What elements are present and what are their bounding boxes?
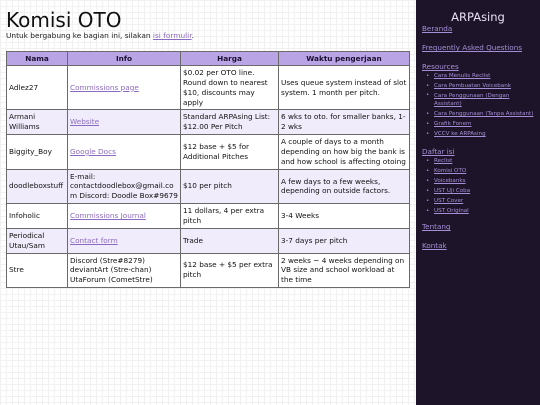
header-info: Info bbox=[68, 52, 181, 66]
daftar-item bbox=[426, 156, 536, 166]
table-row bbox=[7, 253, 410, 288]
nav-tentang[interactable]: Tentang bbox=[422, 222, 451, 231]
daftar-item bbox=[426, 206, 536, 216]
resource-link[interactable]: Cara Menulis Reclist bbox=[434, 73, 491, 79]
resources-list bbox=[426, 71, 536, 139]
cell-price: Standard ARPAsing List: $12.00 Per Pitch bbox=[181, 110, 279, 135]
cell-time: Uses queue system instead of slot system. 1 month per pitch. bbox=[279, 66, 410, 110]
resource-item bbox=[426, 109, 536, 119]
daftar-item bbox=[426, 186, 536, 196]
daftar-link[interactable]: Voicebanks bbox=[434, 178, 466, 184]
commissions-table bbox=[6, 51, 410, 288]
cell-info: Discord (Stre#8279) deviantArt (Stre-chan) UtaForum (CometStre) bbox=[68, 253, 181, 288]
info-link[interactable]: Website bbox=[70, 117, 100, 127]
cell-info bbox=[68, 228, 181, 253]
cell-price: $12 base + $5 for Additional Pitches bbox=[181, 135, 279, 170]
site-title: ARPAsing bbox=[451, 10, 505, 24]
cell-name: Periodical Utau/Sam bbox=[7, 228, 68, 253]
cell-price: $0.02 per OTO line. Round down to nearest $10, discounts may apply bbox=[181, 66, 279, 110]
cell-info bbox=[68, 204, 181, 229]
intro-label: Untuk bergabung ke bagian ini, silakan bbox=[6, 31, 153, 40]
cell-time: A few days to a few weeks, depending on outside factors. bbox=[279, 169, 410, 204]
cell-price: Trade bbox=[181, 228, 279, 253]
cell-name: Infoholic bbox=[7, 204, 68, 229]
cell-name: Biggity_Boy bbox=[7, 135, 68, 170]
resource-item bbox=[426, 91, 536, 109]
cell-name: Armani Williams bbox=[7, 110, 68, 135]
cell-time: 3-4 Weeks bbox=[279, 204, 410, 229]
cell-info bbox=[68, 66, 181, 110]
nav-daftar-isi[interactable]: Daftar isi bbox=[422, 147, 455, 156]
table-row bbox=[7, 228, 410, 253]
daftar-link[interactable]: UST Cover bbox=[434, 198, 464, 204]
table-row bbox=[7, 110, 410, 135]
cell-time: A couple of days to a month depending on how big the bank is and how school is affecting otoing bbox=[279, 135, 410, 170]
resource-link[interactable]: Grafik Fonem bbox=[434, 121, 472, 127]
nav-faq[interactable]: Frequently Asked Questions bbox=[422, 43, 523, 52]
daftar-link[interactable]: Reclist bbox=[434, 158, 453, 164]
intro-text bbox=[6, 31, 194, 40]
table-header-row bbox=[7, 52, 410, 66]
resource-link[interactable]: Cara Penggunaan (Tanpa Assistant) bbox=[434, 111, 534, 117]
cell-price: $12 base + $5 per extra pitch bbox=[181, 253, 279, 288]
cell-info bbox=[68, 110, 181, 135]
header-waktu: Waktu pengerjaan bbox=[279, 52, 410, 66]
resource-item bbox=[426, 129, 536, 139]
sidebar bbox=[416, 0, 540, 405]
cell-time: 3-7 days per pitch bbox=[279, 228, 410, 253]
nav-kontak[interactable]: Kontak bbox=[422, 241, 447, 250]
table-row bbox=[7, 204, 410, 229]
info-link[interactable]: Contact form bbox=[70, 235, 118, 245]
cell-name: Adlez27 bbox=[7, 66, 68, 110]
cell-price: $10 per pitch bbox=[181, 169, 279, 204]
cell-time: 2 weeks ~ 4 weeks depending on VB size and school workload at the time bbox=[279, 253, 410, 288]
table-row bbox=[7, 135, 410, 170]
daftar-link[interactable]: UST Uji Coba bbox=[434, 188, 471, 194]
nav-beranda[interactable]: Beranda bbox=[422, 24, 453, 33]
cell-info: E-mail: contactdoodlebox@gmail.com Discord: Doodle Box#9679 bbox=[68, 169, 181, 204]
daftar-item bbox=[426, 166, 536, 176]
daftar-item bbox=[426, 196, 536, 206]
info-link[interactable]: Commissions Journal bbox=[70, 211, 146, 221]
nav-resources[interactable]: Resources bbox=[422, 62, 459, 71]
daftar-link[interactable]: UST Original bbox=[434, 208, 469, 214]
form-link[interactable]: isi formulir bbox=[152, 31, 192, 40]
resource-link[interactable]: Cara Pembuatan Voicebank bbox=[434, 83, 512, 89]
cell-name: Stre bbox=[7, 253, 68, 288]
table-row bbox=[7, 169, 410, 204]
cell-info bbox=[68, 135, 181, 170]
cell-name: doodleboxstuff bbox=[7, 169, 68, 204]
daftar-isi-list bbox=[426, 156, 536, 216]
info-link[interactable]: Google Docs bbox=[70, 146, 116, 156]
daftar-link[interactable]: Komisi OTO bbox=[434, 168, 467, 174]
page-title: Komisi OTO bbox=[6, 8, 122, 32]
resource-item bbox=[426, 71, 536, 81]
resource-item bbox=[426, 81, 536, 91]
resource-link[interactable]: VCCV ke ARPAsing bbox=[434, 131, 486, 137]
header-nama: Nama bbox=[7, 52, 68, 66]
cell-time: 6 wks to oto. for smaller banks, 1-2 wks bbox=[279, 110, 410, 135]
cell-price: 11 dollars, 4 per extra pitch bbox=[181, 204, 279, 229]
resource-item bbox=[426, 119, 536, 129]
table-row bbox=[7, 66, 410, 110]
header-harga: Harga bbox=[181, 52, 279, 66]
info-link[interactable]: Commissions page bbox=[70, 82, 139, 92]
resource-link[interactable]: Cara Penggunaan (Dengan Assistant) bbox=[434, 93, 510, 107]
daftar-item bbox=[426, 176, 536, 186]
intro-end: . bbox=[191, 31, 194, 40]
